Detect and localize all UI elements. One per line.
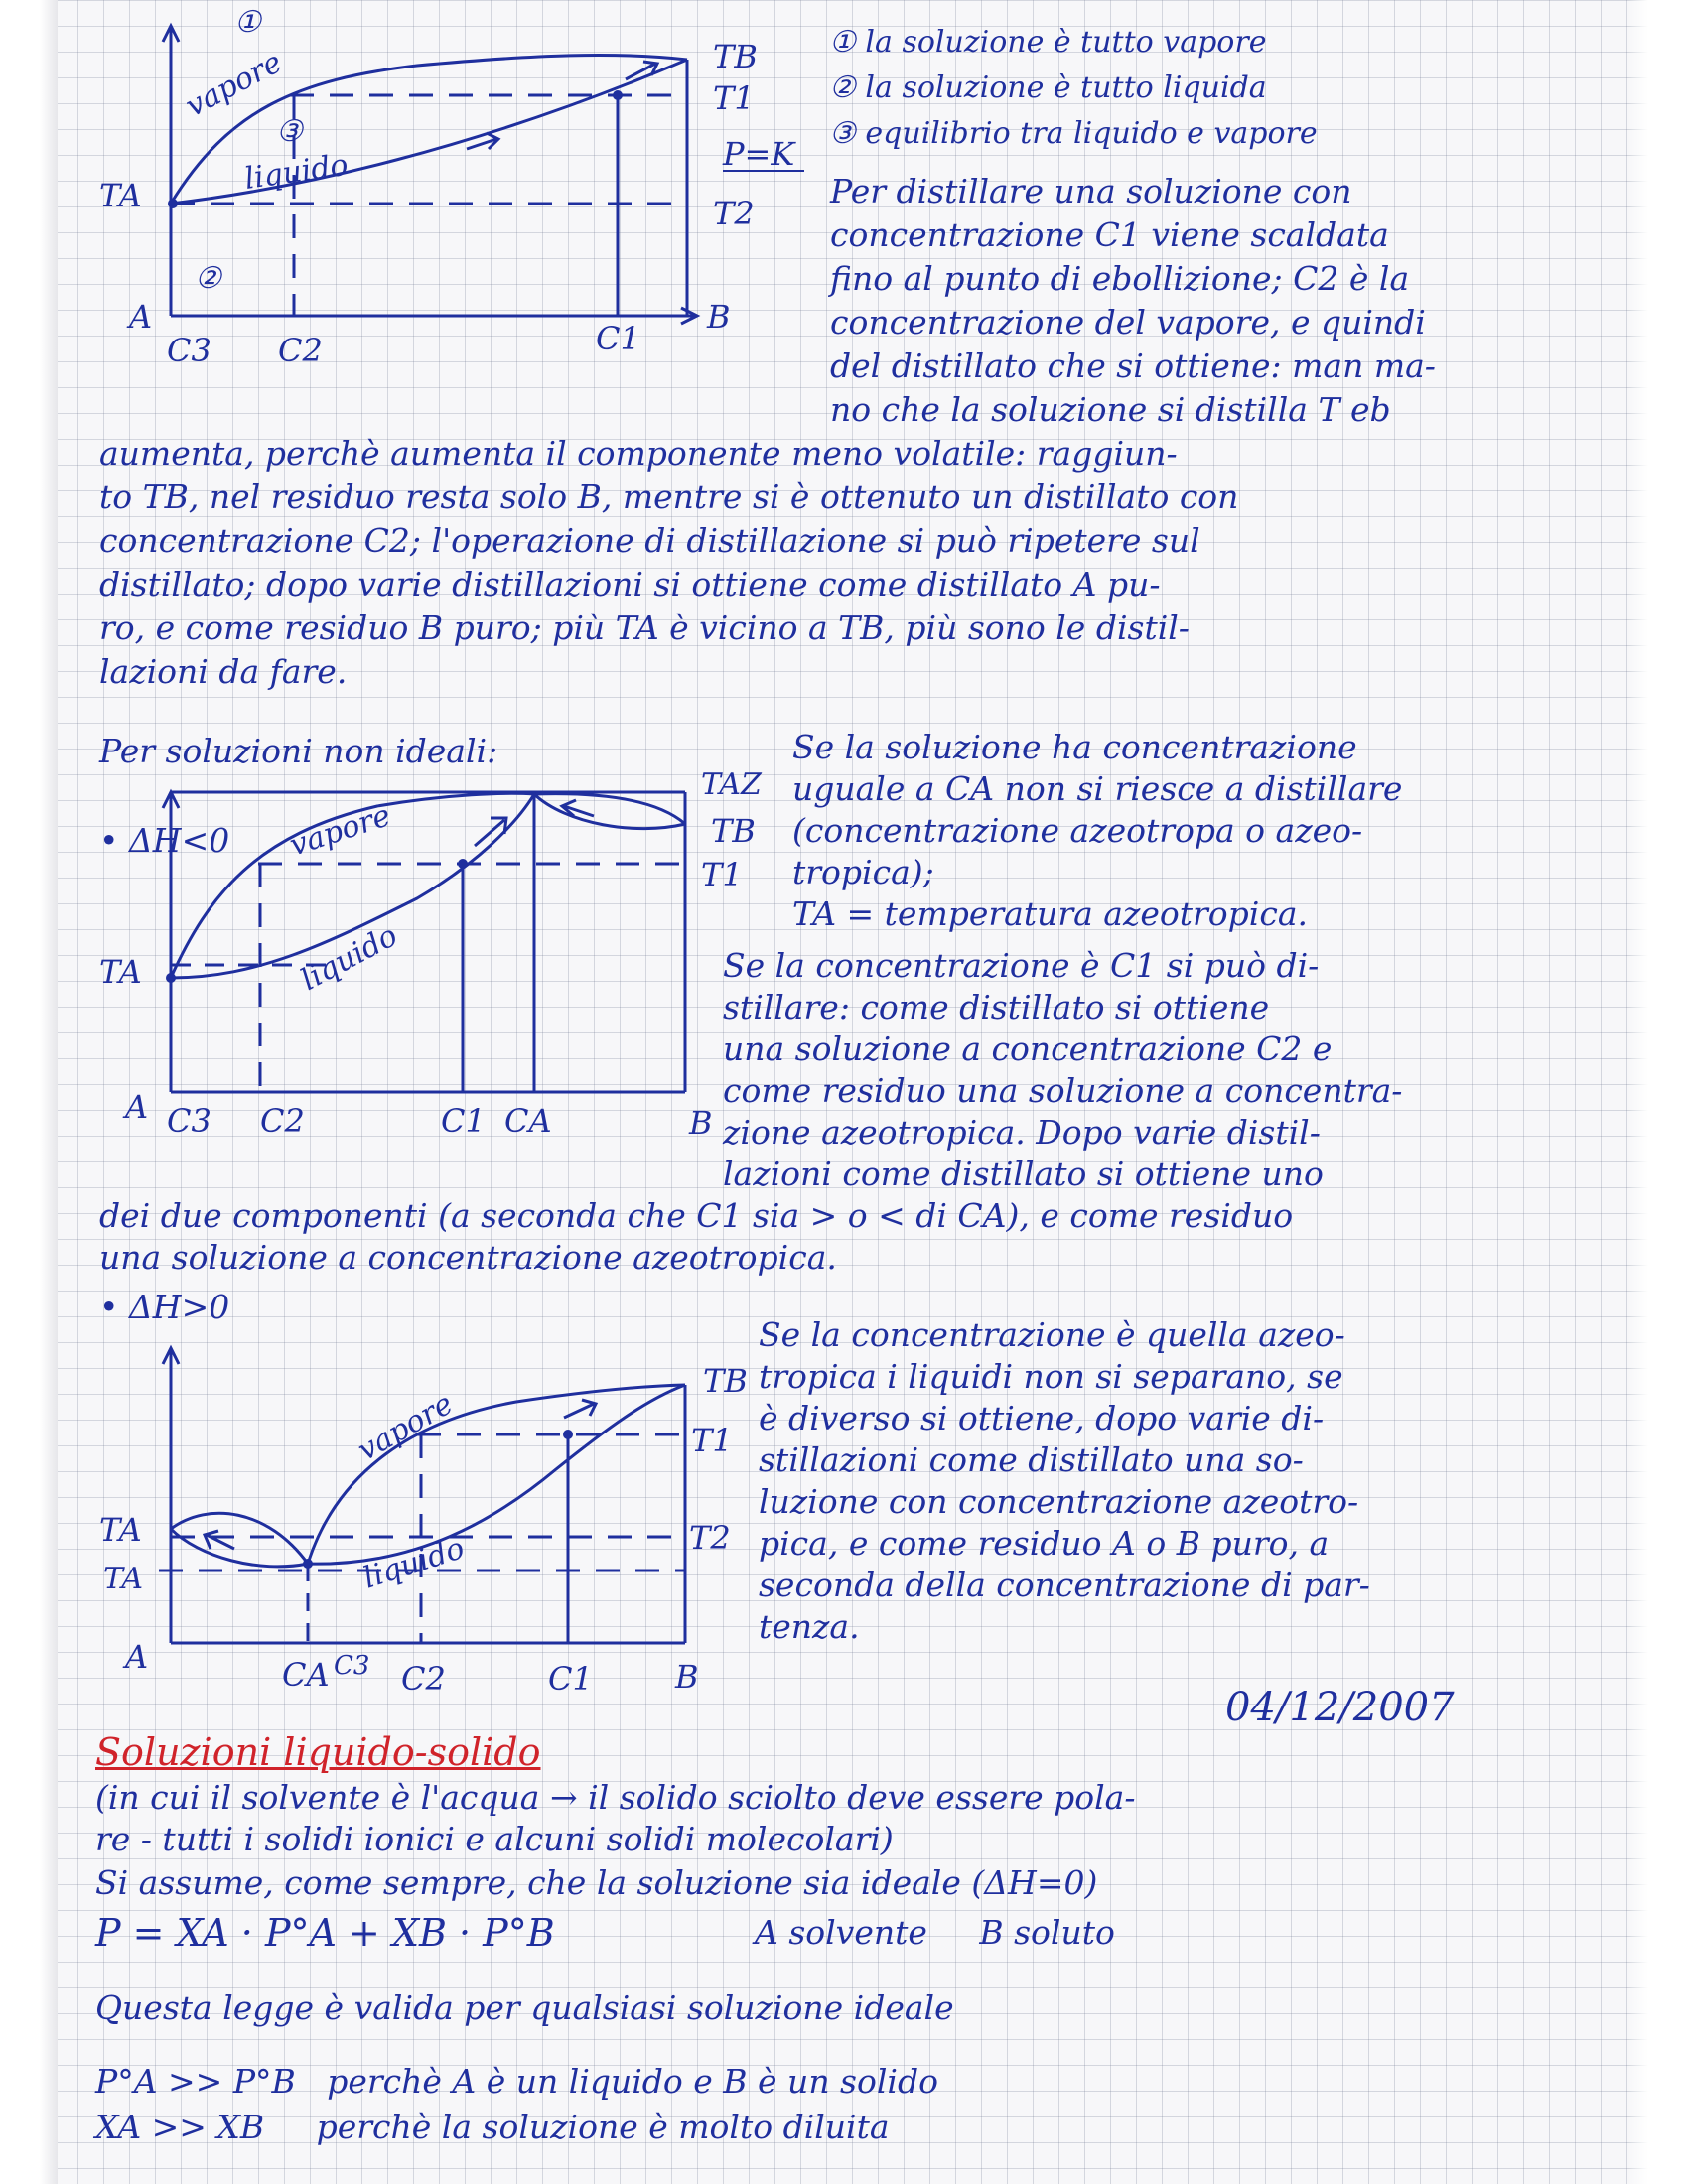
d1-region-2: ② [195,261,221,296]
inequality-line-1: P°A >> P°B perchè A è un liquido e B è un solido [95,2062,938,2101]
text3-line-6: lazioni come distillato si ottiene uno [723,1155,1324,1193]
d3-label-c3: C3 [334,1651,370,1681]
d3-label-ta-upper: TA [99,1511,142,1549]
d1-label-c1: C1 [596,320,640,357]
heading-non-ideal: Per soluzioni non ideali: [99,732,498,770]
d3-label-c1: C1 [548,1660,593,1698]
d1-label-a: A [129,298,153,336]
d2-label-t1: T1 [701,856,743,893]
d3-label-t2: T2 [689,1519,731,1557]
d1-label-b: B [707,298,731,336]
d2-label-liquido: liquido [295,918,404,999]
text2-line-4: tropica); [792,853,934,891]
text4-line-8: tenza. [759,1607,860,1646]
text3-line-3: una soluzione a concentrazione C2 e [723,1029,1333,1068]
text1-line-9: concentrazione C2; l'operazione di distillazione si può ripetere sul [99,521,1200,560]
d2-label-c2: C2 [260,1102,305,1140]
text4-line-2: tropica i liquidi non si separano, se [759,1357,1343,1396]
section-title: Soluzioni liquido-solido [95,1730,541,1774]
raoult-formula: P = XA · P°A + XB · P°B [95,1911,555,1955]
d3-label-t1: T1 [691,1422,733,1459]
d3-label-c2: C2 [401,1660,446,1698]
d2-label-taz: TAZ [701,767,762,802]
bullet-dh-negative: • ΔH<0 [99,821,230,860]
text1-line-5: del distillato che si ottiene: man ma- [830,346,1436,385]
text3-line-2: stillare: come distillato si ottiene [723,988,1270,1026]
text2-line-2: uguale a CA non si riesce a distillare [792,769,1403,808]
section-line-2: re - tutti i solidi ionici e alcuni solidi molecolari) [95,1820,894,1858]
d1-label-t1: T1 [713,79,755,117]
text4-line-6: pica, e come residuo A o B puro, a [759,1524,1330,1563]
d3-point-min [303,1559,313,1569]
d1-region-1: ① [234,5,261,40]
section-line-3: Si assume, come sempre, che la soluzione sia ideale (ΔH=0) [95,1863,1098,1902]
text3-line-7: dei due componenti (a seconda che C1 sia > o < di CA), e come residuo [99,1196,1294,1235]
legend-item-2: ② la soluzione è tutto liquida [829,70,1267,105]
d2-label-a: A [125,1088,149,1126]
d3-point-c1 [563,1430,573,1439]
text2-line-1: Se la soluzione ha concentrazione [792,728,1357,766]
bullet-dh-positive: • ΔH>0 [99,1288,230,1326]
text1-line-4: concentrazione del vapore, e quindi [830,303,1426,341]
text4-line-5: luzione con concentrazione azeotro- [759,1482,1359,1521]
entry-date: 04/12/2007 [1225,1685,1455,1730]
d1-label-tb: TB [713,38,758,75]
d2-label-c1: C1 [441,1102,486,1140]
text1-line-7: aumenta, perchè aumenta il componente meno volatile: raggiun- [99,434,1178,473]
d1-label-c3: C3 [167,332,211,369]
text2-line-3: (concentrazione azeotropa o azeo- [792,811,1363,850]
text1-line-12: lazioni da fare. [99,652,348,691]
d3-label-liquido: liquido [358,1531,469,1596]
d1-label-pressure: P=K [723,135,795,173]
d2-label-tb: TB [711,812,756,850]
d1-label-c2: C2 [278,332,323,369]
text4-line-7: seconda della concentrazione di par- [759,1566,1370,1604]
text1-line-1: Per distillare una soluzione con [830,172,1352,210]
text4-line-4: stillazioni come distillato una so- [759,1440,1304,1479]
text1-line-6: no che la soluzione si distilla T eb [830,390,1391,429]
formula-note: A solvente B soluto [755,1913,1115,1952]
legend-item-3: ③ equilibrio tra liquido e vapore [829,116,1318,151]
text1-line-10: distillato; dopo varie distillazioni si ottiene come distillato A pu- [99,565,1161,604]
text1-line-2: concentrazione C1 viene scaldata [830,215,1389,254]
text3-line-1: Se la concentrazione è C1 si può di- [723,946,1320,985]
d3-label-tb: TB [703,1362,748,1400]
text4-line-1: Se la concentrazione è quella azeo- [759,1315,1345,1354]
d2-label-c3: C3 [167,1102,211,1140]
text3-line-8: una soluzione a concentrazione azeotropica. [99,1238,837,1277]
law-line: Questa legge è valida per qualsiasi soluzione ideale [95,1988,954,2027]
d3-label-b: B [675,1658,699,1696]
text1-line-8: to TB, nel residuo resta solo B, mentre si è ottenuto un distillato con [99,478,1239,516]
inequality-line-2: XA >> XB perchè la soluzione è molto diluita [95,2108,890,2146]
text3-line-4: come residuo una soluzione a concentra- [723,1071,1403,1110]
d2-label-b: B [689,1104,713,1142]
d2-label-ca: CA [504,1102,552,1140]
d3-left-lens-top [171,1513,308,1564]
text3-line-5: zione azeotropica. Dopo varie distil- [723,1113,1321,1152]
legend-item-1: ① la soluzione è tutto vapore [829,25,1267,60]
text2-line-5: TA = temperatura azeotropica. [792,894,1308,933]
d1-label-ta: TA [99,177,142,214]
text1-line-3: fino al punto di ebollizione; C2 è la [830,259,1410,298]
d2-label-vapore: vapore [285,798,395,864]
text4-line-3: è diverso si ottiene, dopo varie di- [759,1399,1325,1437]
d3-label-ca: CA [282,1656,330,1694]
d1-label-vapore: vapore [180,45,288,125]
d2-label-ta: TA [99,953,142,991]
d3-left-lens-bottom [171,1529,308,1567]
d3-label-ta-lower: TA [103,1562,144,1596]
text1-line-11: ro, e come residuo B puro; più TA è vicino a TB, più sono le distil- [99,609,1190,647]
d3-label-a: A [125,1638,149,1676]
d1-label-liquido: liquido [242,147,351,197]
d3-arrow-a [564,1400,596,1418]
d3-arrow-b [205,1531,234,1549]
d1-label-t2: T2 [713,195,755,232]
d1-region-3: ③ [276,114,303,149]
d3-label-vapore: vapore [352,1386,460,1468]
section-line-1: (in cui il solvente è l'acqua → il solido sciolto deve essere pola- [95,1778,1136,1817]
